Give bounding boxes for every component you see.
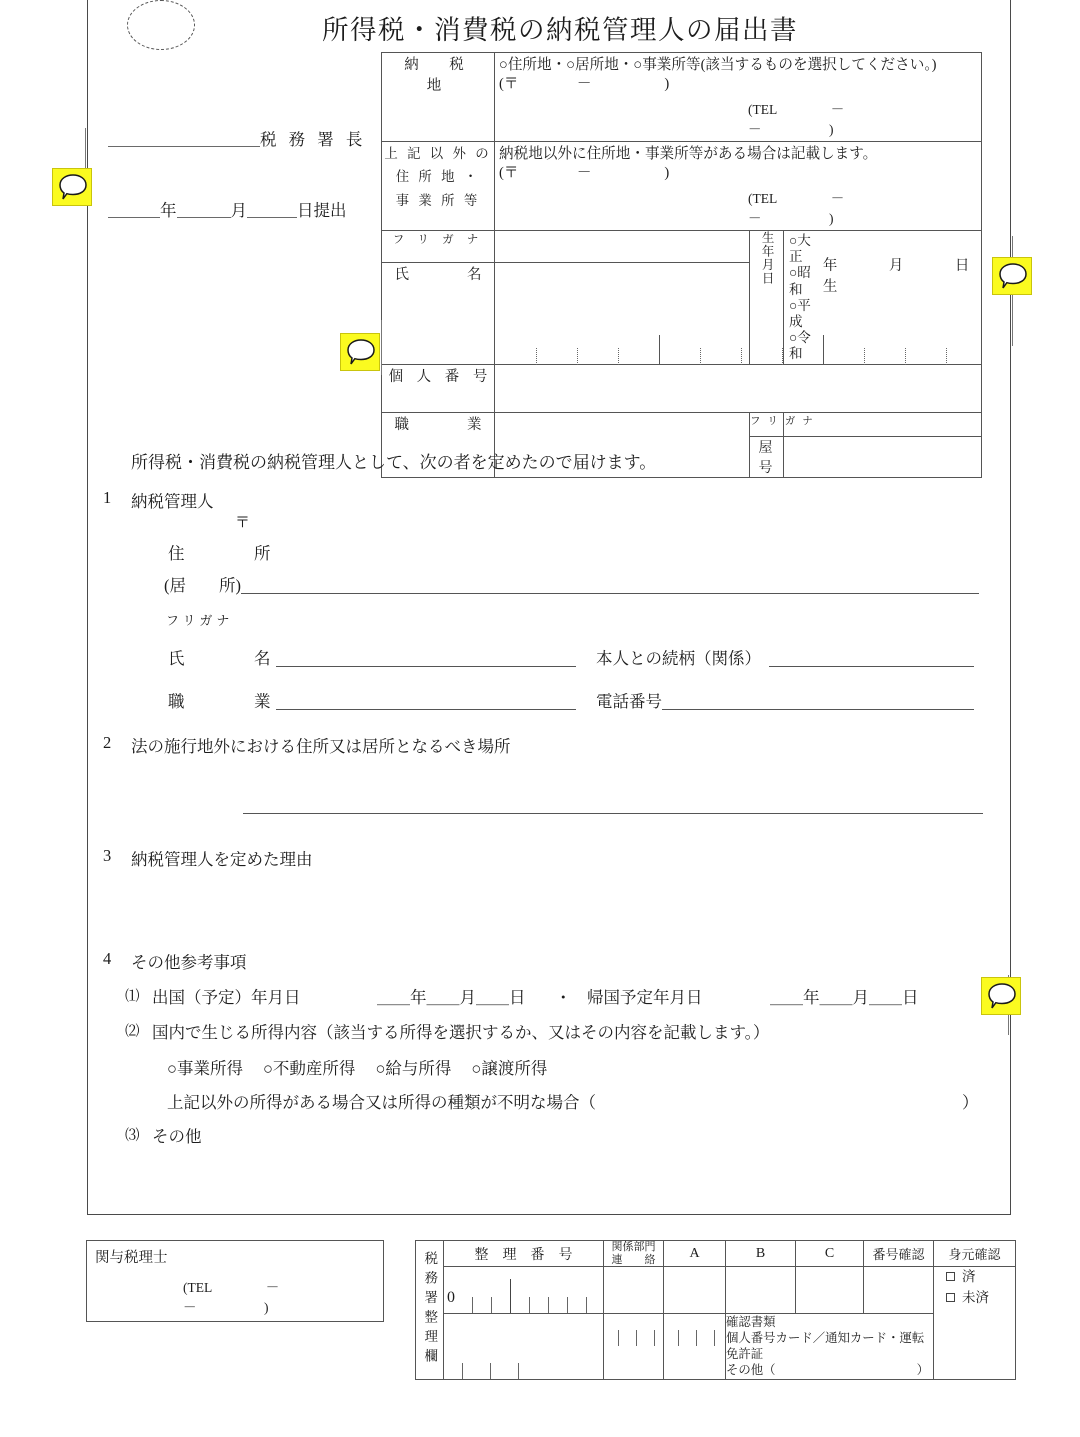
era-option-showa[interactable]: ○昭和 [789,265,811,297]
confirm-docs-line1: 個人番号カード／通知カード・運転免許証 [726,1331,925,1362]
section4-item2-label: 国内で生じる所得内容（該当する所得を選択するか、又はその内容を記載します。） [152,1023,770,1042]
section2-input[interactable] [243,813,983,814]
tax-accountant-label: 関与税理士 [95,1250,168,1266]
checkbox-pending-icon[interactable] [946,1293,955,1302]
section1-number: 1 [103,488,112,507]
confirm-docs-other-label: その他（ [726,1363,776,1378]
confirm-documents-cell[interactable] [726,1314,934,1380]
mimoto-check-pending[interactable] [934,1288,1015,1309]
tax-office-name-row [108,126,373,150]
section1-name-label: 氏 名 [168,649,276,668]
mimoto-kakunin-cell[interactable] [934,1267,1016,1380]
header-kankei-l1: 関係部門 [611,1241,656,1254]
confirm-docs-other-suffix: ） [916,1363,929,1378]
seiri-bango-zero: 0 [447,1289,455,1306]
header-a: A [664,1241,726,1267]
section4-heading: その他参考事項 [131,953,247,972]
section4-item3-input[interactable] [152,1150,972,1205]
comment-marker-2[interactable] [992,257,1032,295]
comment-pin-3 [381,320,382,375]
tax-accountant-box[interactable] [86,1240,384,1322]
section1-phone-row [596,688,974,712]
birthdate-era-list[interactable] [784,231,823,364]
section4-income-options[interactable] [167,1055,547,1079]
office-table-vertical-label-cell [416,1241,444,1380]
submit-day-label: 日提出 [297,201,347,220]
header-mimoto-kakunin: 身元確認 [934,1241,1016,1267]
section1-occupation-row [168,688,576,712]
btable-header-row [416,1241,1016,1267]
bango-kakunin-input[interactable] [864,1267,934,1314]
confirm-docs-other-row[interactable] [726,1362,933,1378]
header-seiri-bango: 整 理 番 号 [444,1241,604,1267]
comment-bubble-icon [997,262,1029,292]
section2-number: 2 [103,733,112,752]
income-option-realestate[interactable]: ○不動産所得 [262,1059,356,1078]
section2-heading: 法の施行地外における住所又は居所となるべき場所 [131,737,511,756]
submit-year-label: 年 [160,201,177,220]
name-label: 氏 名 [382,263,495,365]
birthdate-ymd-line[interactable]: 年 月 日生 [822,258,972,295]
birthdate-value-cell[interactable] [784,231,982,365]
other-address-postal[interactable]: (〒 － ) [499,165,670,182]
section3-number: 3 [103,846,112,865]
section1-address-label-l1: 住 所 [168,544,276,563]
tax-office-name-input[interactable] [108,132,260,147]
section1-phone-label: 電話番号 [596,692,662,711]
cell-b-input[interactable] [726,1267,796,1314]
other-address-label-l2: 住 所 地 ・ [395,169,481,185]
nozeichi-value-cell[interactable] [495,53,982,142]
section1-heading: 納税管理人 [131,492,214,511]
section4-other-income-input[interactable] [620,1080,960,1104]
submission-date-row [108,197,378,221]
table-row-individual-number [382,365,982,413]
kankei-bumon-input[interactable] [604,1267,664,1314]
section4-item2-marker: ⑵ [125,1024,140,1040]
comment-bubble-icon [57,173,89,203]
body-statement: 所得税・消費税の納税管理人として、次の者を定めたので届けます。 [131,453,657,472]
section1-relation-row [596,645,974,669]
confirm-docs-title: 確認書類 [726,1315,776,1329]
section1-relation-input[interactable] [769,652,974,667]
office-table-vertical-label: 税務署整理欄 [422,1251,438,1369]
era-option-taisho[interactable]: ○大正 [789,233,811,265]
name-furigana-label: フ リ ガ ナ [382,231,495,263]
seiri-bango-input[interactable] [444,1267,604,1314]
nozeichi-postal[interactable]: (〒 － ) [499,76,670,93]
section4-item3-label: その他 [152,1127,202,1146]
trade-name-label: 屋 号 [750,437,784,478]
comment-marker-3[interactable] [340,333,380,371]
section1-occupation-input[interactable] [276,695,576,710]
section3-heading: 納税管理人を定めた理由 [131,850,313,869]
other-address-tel[interactable]: (TEL － － ) [748,191,899,226]
header-kankei-l2: 連 絡 [611,1253,656,1266]
nozeichi-tel[interactable]: (TEL － － ) [748,102,899,137]
section1-phone-input[interactable] [662,695,974,710]
era-option-heisei[interactable]: ○平成 [789,297,811,329]
birthdate-vertical-label: 生年月日 [760,231,775,285]
section1-name-row [168,645,576,669]
confirm-ticks-cell-2[interactable] [604,1314,664,1380]
income-option-transfer[interactable]: ○譲渡所得 [471,1059,548,1078]
other-address-label [382,142,495,231]
confirm-ticks-cell-1[interactable] [444,1314,604,1380]
submit-month-input[interactable] [177,203,231,218]
cell-a-input[interactable] [664,1267,726,1314]
mimoto-done-label: 済 [962,1269,976,1284]
name-furigana-input[interactable] [495,231,750,263]
nozeichi-options[interactable]: ○住所地・○居所地・○事業所等(該当するものを選択してください。) [499,57,937,73]
income-option-business[interactable]: ○事業所得 [167,1059,243,1078]
mimoto-check-done[interactable] [934,1267,1015,1288]
section4-item1-separator: ・ [555,988,572,1007]
name-input[interactable] [495,263,750,365]
mimoto-pending-label: 未済 [962,1289,989,1305]
tax-accountant-tel[interactable]: (TEL － － ) [183,1280,334,1315]
submit-month-label: 月 [230,201,247,220]
birthdate-vertical-label-cell [750,231,784,365]
section4-return-date[interactable]: ＿＿年＿＿月＿＿日 [770,988,919,1007]
section1-occupation-label: 職 業 [168,692,276,711]
btable-value-row [416,1267,1016,1314]
trade-name-furigana-label: フ リ ガ ナ [750,413,784,437]
header-bango-kakunin: 番号確認 [864,1241,934,1267]
era-option-reiwa[interactable]: ○令和 [789,330,811,362]
trade-name-input[interactable] [784,437,982,478]
section1-address-label-l2: (居 所) [164,576,241,595]
section4-item3-marker: ⑶ [125,1128,140,1144]
section4-item1-label: 出国（予定）年月日 [152,988,301,1007]
table-row-other-address [382,142,982,231]
nozeichi-label: 納 税 地 [382,53,495,142]
tax-office-label: 税 務 署 長 [260,130,367,149]
section1-furigana-label: フリガナ [166,613,234,628]
section4-item1-label2: 帰国予定年月日 [587,988,703,1007]
header-b: B [726,1241,796,1267]
section4-other-income-suffix: ） [962,1093,979,1112]
seal-circle-icon [127,0,195,50]
other-address-value-cell[interactable] [495,142,982,231]
other-address-note: 納税地以外に住所地・事業所等がある場合は記載します。 [499,146,878,162]
tax-office-processing-table [415,1240,1016,1380]
submit-year-input[interactable] [108,203,160,218]
taxpayer-info-table [381,52,982,478]
page-title: 所得税・消費税の納税管理人の届出書 [322,15,798,45]
btable-confirm-row [416,1314,1016,1380]
section4-item1-marker: ⑴ [125,989,140,1005]
comment-bubble-icon [986,982,1018,1012]
header-kankei-bumon [604,1241,664,1267]
cell-c-input[interactable] [796,1267,864,1314]
section4-other-income-prefix: 上記以外の所得がある場合又は所得の種類が不明な場合（ [167,1093,596,1112]
submit-day-input[interactable] [247,203,297,218]
section3-input[interactable] [131,880,981,940]
section1-address-row [164,572,979,596]
occupation-label: 職 業 [382,413,495,478]
individual-number-label: 個 人 番 号 [382,365,495,413]
comment-bubble-icon [345,338,377,368]
checkbox-done-icon[interactable] [946,1272,955,1281]
individual-number-input[interactable] [495,365,982,413]
section4-departure-date[interactable]: ＿＿年＿＿月＿＿日 [377,988,526,1007]
income-option-salary[interactable]: ○給与所得 [375,1059,452,1078]
section4-number: 4 [103,949,112,968]
table-row-nozeichi [382,53,982,142]
header-c: C [796,1241,864,1267]
table-row-furigana [382,231,982,263]
other-address-label-l1: 上 記 以 外 の [384,146,492,161]
table-row-occupation [382,413,982,437]
other-address-label-l3: 事 業 所 等 [395,192,481,208]
section1-name-input[interactable] [276,652,576,667]
comment-marker-1[interactable] [52,168,92,206]
section1-postal-mark[interactable]: 〒 [235,515,251,531]
section1-relation-label: 本人との続柄（関係） [596,649,761,668]
confirm-ticks-cell-3[interactable] [664,1314,726,1380]
section1-address-input[interactable] [241,579,979,594]
comment-marker-4[interactable] [981,977,1021,1015]
